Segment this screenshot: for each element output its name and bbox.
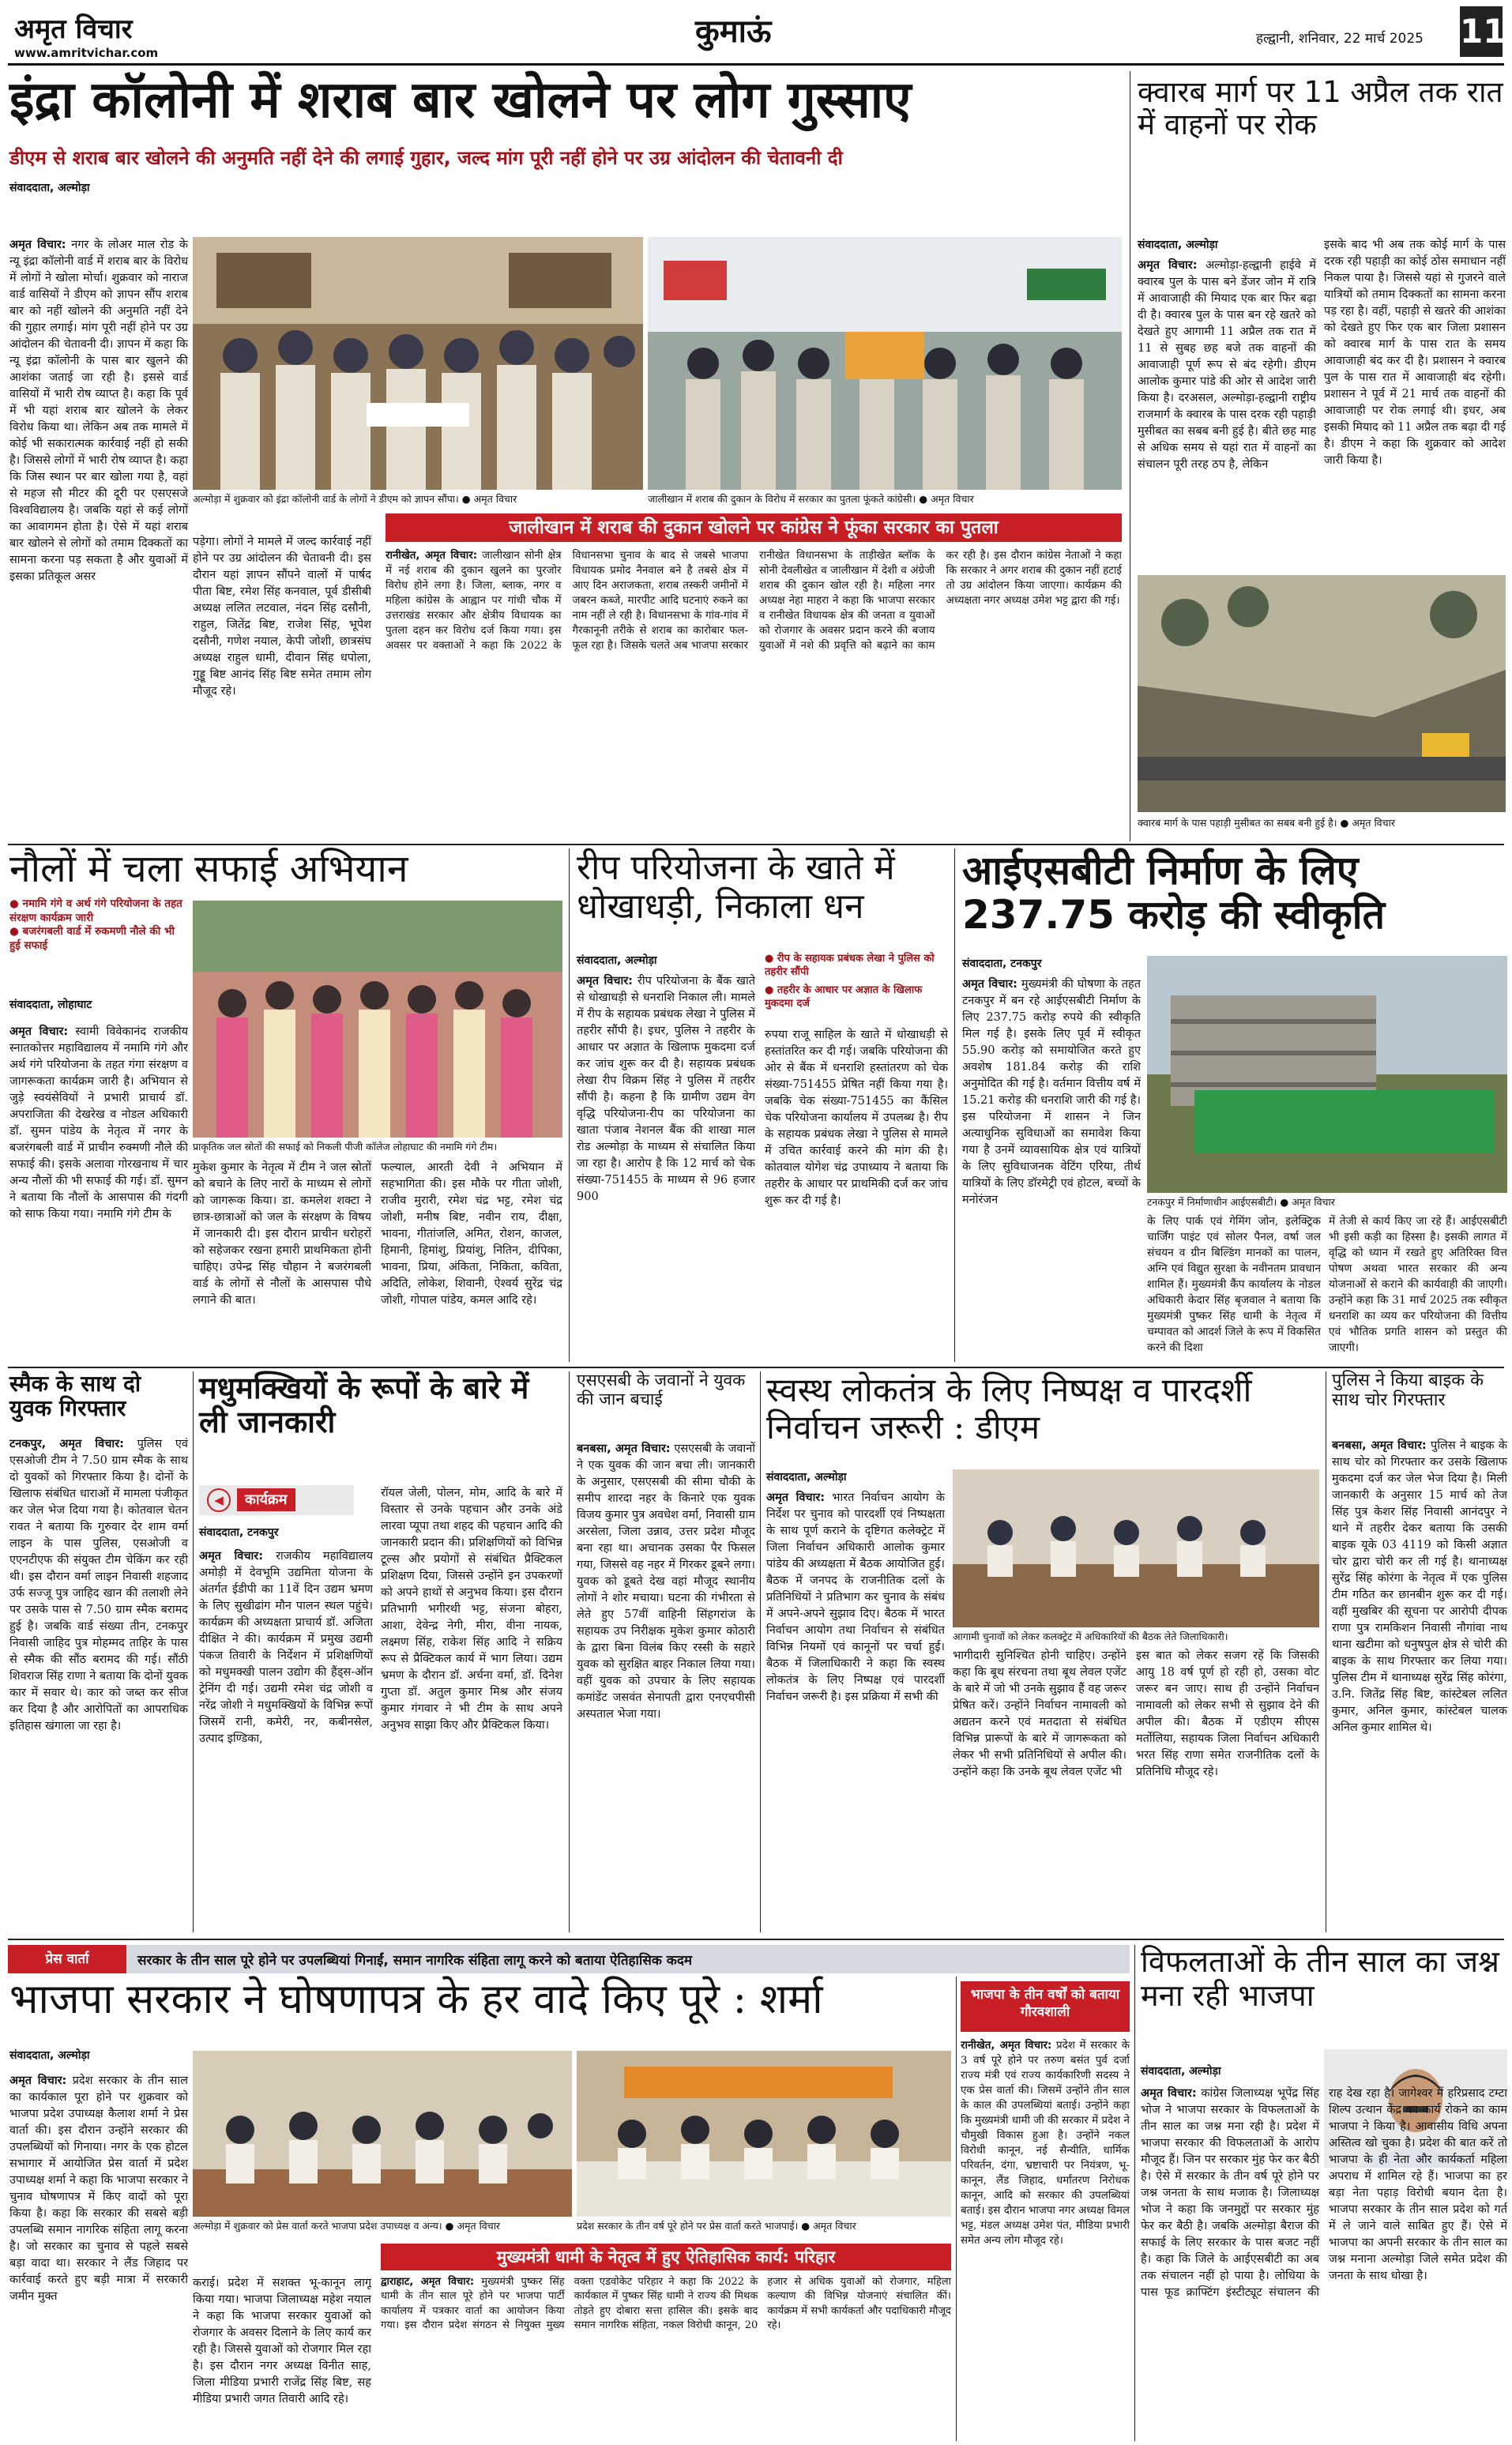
story11-body	[1332, 1438, 1507, 1934]
story4-caption: प्राकृतिक जल स्रोतों की सफाई को निकली पीजी कॉलेज लोहाघाट की नमामि गंगे टीम।	[193, 1141, 498, 1153]
story14-lead: द्वाराहाट, अमृत विचार:	[381, 2276, 475, 2288]
story12-kicker: सरकार के तीन साल पूरे होने पर उपलब्धियां गिनाईं, समान नागरिक संहिता लागू करने को बताया ऐतिहासिक कदम	[137, 1953, 693, 1969]
story4-photo	[193, 901, 562, 1138]
story2-text: जालीखान सोनी क्षेत्र में नई शराब की दुकान खुलने का पुरजोर विरोध होने लगा है। जिला, ब्लाक, नगर व महिला कांग्रेस के आह्वान पर गांधी चौक में उत्तराखंड सरकार और क्षेत्रीय विधायक का पुतला दहन कर विरोध दर्ज किया गया। इस अवसर पर वक्ताओं ने कहा कि 2022 के विधानसभा चुनाव के बाद से जबसे भाजपा विधायक प्रमोद नैनवाल बने है तबसे क्षेत्र में आए दिन अराजकता, शराब तस्करी जमीनों में जबरन कब्जे, मारपीट आदि घटनाएं रुकने का नाम नहीं ले रही है। विधानसभा के गांव-गांव में गैरकानूनी तरीके से शराब का कारोबार फल-फूल रहा है। जिसके चलते अब भाजपा सरकार रानीखेत विधानसभा के ताड़ीखेत ब्लॉक के सोनी देवलीखेत व जालीखान में देशी व अंग्रेजी शराब की दुकान खोल रही है। महिला नगर अध्यक्ष नेहा माहरा ने कहा कि भाजपा सरकार व रानीखेत विधायक क्षेत्र की जनता व युवाओं को रोजगार के अवसर प्रदान करने की बजाय युवाओं में नशे की प्रवृत्ति को बढ़ाने का काम कर रही है। इस दौरान कांग्रेस नेताओं ने कहा कि सरकार ने अगर शराब की दुकान नहीं हटाई तो उग्र आंदोलन किया जाएगा। कार्यक्रम की अध्यक्षता नगर अध्यक्ष उमेश भट्ट द्वारा की गई।	[386, 550, 1122, 653]
story3-headline: क्वारब मार्ग पर 11 अप्रैल तक रात में वाहनों पर रोक	[1138, 75, 1503, 142]
story8-body-col1	[199, 1548, 373, 1934]
page-number: 11	[1460, 6, 1503, 57]
story1-subhead: डीएम से शराब बार खोलने की अनुमति नहीं देने की लगाई गुहार, जल्द मांग पूरी नहीं होने पर उग्र आंदोलन की चेतावनी दी	[9, 147, 843, 169]
story7-headline: स्मैक के साथ दो युवक गिरफ्तार	[9, 1371, 141, 1422]
story4-headline: नौलों में चला सफाई अभियान	[9, 847, 408, 891]
story3-body-col2: इसके बाद भी अब तक कोई मार्ग के पास दरक रही पहाड़ी का कोई ठोस समाधान नहीं निकल पाया है। जिससे यहां से गुजरने वाले यात्रियों को तमाम दिक्कतों का सामना करना पड़ रहा है। वहीं, पहाड़ी से खतरे की आशंका को देखते हुए फिर एक बार जिला प्रशासन को क्वारब मार्ग के पास रात के समय आवाजाही बंद कर दी है। प्रशासन ने क्वारब पुल के पास रात में आवाजाही बंद रहेगी। प्रशासन ने पूर्व में 21 मार्च तक वाहनों की आवाजाही पर रोक लगाई थी। इधर, अब इसकी मियाद को 11 अप्रैल तक बढ़ा दी गई है। डीएम ने कहा कि शुक्रवार को आदेश जारी किया है।	[1324, 239, 1506, 468]
story3-body-col1	[1138, 258, 1316, 570]
story10-caption: आगामी चुनावों को लेकर कलक्ट्रेट में अधिकारियों की बैठक लेते जिलाधिकारी।	[953, 1631, 1228, 1642]
story6-photo	[1147, 956, 1507, 1193]
story8-body-col2: रॉयल जेली, पोलन, मोम, आदि के बारे में विस्तार से उनके पहचान और उनके अंडे लारवा प्यूपा तथा शहद की पहचान आदि की जानकारी प्रदान की। प्रशिक्षणियों को विभिन्न टूल्स और प्रयोगों से संबंधित प्रैक्टिकल प्रशिक्षण दिया, जिससे उन्होंने इन उपकरणों को अपने हाथों से अनुभव किया। इस दौरान प्रतिभागी भगीरथी भट्ट, संजना बोहरा, आशा, देवेन्द्र नेगी, मीरा, वीना नायक, लक्ष्मण सिंह, राकेश सिंह आदि ने सक्रिय रूप से प्रैक्टिकल कार्य में भाग लिया। उद्यम भ्रमण के दौरान डॉ. अर्चना वर्मा, डॉ. दिनेश गुप्ता डॉ. अतुल कुमार मिश्र और संजय कुमार गंगवार ने भी टीम के साथ अपने अनुभव साझा किए और प्रैक्टिकल किया।	[381, 1487, 562, 1732]
story6-caption: टनकपुर में निर्माणाधीन आईएसबीटी। ● अमृत विचार	[1147, 1196, 1335, 1208]
story10-headline: स्वस्थ लोकतंत्र के लिए निष्पक्ष व पारदर्शी निर्वाचन जरूरी : डीएम	[766, 1371, 1252, 1447]
story7-body	[9, 1436, 188, 1934]
story5-bullet-1: ● रीप के सहायक प्रबंधक लेखा ने पुलिस को तहरीर सौंपी	[765, 953, 935, 978]
column-divider	[193, 1371, 194, 1932]
story9-headline: एसएसबी के जवानों ने युवक की जान बचाई	[577, 1371, 746, 1409]
story10-body-col3: इस बात को लेकर सजग रहें कि जिसकी आयु 18 वर्ष पूर्ण हो रही हो, उसका वोट जरूर बन जाए। साथ ही उन्होंने निर्वाचन नामावली को लेकर सभी से सुझाव देने की अपील की। बैठक में एडीएम सीएस मर्तोलिया, सहायक जिला निर्वाचन अधिकारी भरत सिंह राणा समेत राजनीतिक दलों के प्रतिनिधि मौजूद रहे।	[1136, 1649, 1319, 1779]
story6-byline: संवाददाता, टनकपुर	[962, 957, 1042, 970]
story11-lead: बनबसा, अमृत विचार:	[1332, 1439, 1427, 1452]
story12-photo2	[577, 2051, 951, 2217]
story4-bullets	[9, 897, 188, 953]
story3-lead: अमृत विचार:	[1138, 259, 1198, 272]
story5-body-col2: रुपया राजू साहिल के खाते में धोखाधड़ी से हस्तांतरित कर दी गई। जबकि परियोजना की ओर से बैंक में धनराशि हस्तांतरण को चेक संख्या-751455 प्रेषित नहीं किया गया है। जबकि चेक संख्या-751455 का कैंसिल चेक परियोजना कार्यालय में उपलब्ध है। रीप के सहायक प्रबंधक लेखा ने पुलिस से मामले में उचित कार्रवाई करने की मांग की है। कोतवाल योगेश चंद्र उपाध्याय ने बताया कि तहरीर के आधार पर प्राथमिकी दर्ज कर जांच शुरू कर दी गई है।	[765, 1029, 948, 1208]
story4-body-col2: मुकेश कुमार के नेतृत्व में टीम ने जल स्रोतों को बचाने के लिए नारों के माध्यम से लोगों को जागरूक किया। डा. कमलेश शक्टा ने छात्र-छात्राओं को जल के संरक्षण के विषय में जानकारी दी। इस दौरान प्राचीन धरोहरों को सहेजकर रखना हमारी प्राथमिकता होनी चाहिए। उपेन्द्र सिंह चौहान ने बजरंगबली वार्ड के लोगों से नौलों के आसपास पौधे लगाने की बात।	[193, 1161, 371, 1307]
column-divider	[954, 848, 955, 1362]
column-divider	[760, 1371, 761, 1932]
section-divider	[8, 1367, 1504, 1368]
story7-text: पुलिस एवं एसओजी टीम ने 7.50 ग्राम स्मैक के साथ दो युवकों को गिरफ्तार किया है। दोनों के खिलाफ संबंधित धाराओं में मामला पंजीकृत कर जेल भेज दिया गया है। कोतवाल चेतन रावत ने बताया कि गुरुवार देर शाम वर्मा लाइन के पास पुलिस, एसओजी व एएनटीएफ की संयुक्त टीम चेकिंग कर रही थी। इस दौरान वर्मा लाइन निवासी शहजाद उर्फ सज्जू पुत्र जाहिद खान की तलाशी लेने पर उसके पास से 7.50 ग्राम स्मैक बरामद हुई है। जबकि वार्ड संख्या तीन, टनकपुर निवासी जाहिद पुत्र मोहम्मद ताहिर के पास से स्मैक की सौंठ बरामद की गई। सौंठी शिवराज सिंह राणा ने बताया कि दोनों युवक कार में सवार थे। कार को जब्त कर सीज कर दिया है और आरोपितों का आपराधिक इतिहास खंगाला जा रहा है।	[9, 1438, 188, 1733]
story12-headline: भाजपा सरकार ने घोषणापत्र के हर वादे किए पूरे : शर्मा	[9, 1976, 823, 2023]
story8-headline: मधुमक्खियों के रूपों के बारे में ली जानकारी	[199, 1371, 529, 1439]
speaker-icon: ◀	[207, 1488, 231, 1512]
story10-byline: संवाददाता, अल्मोड़ा	[766, 1471, 847, 1484]
story4-text1: स्वामी विवेकानंद राजकीय स्नातकोत्तर महाविद्यालय में नमामि गंगे और अर्थ गंगे परियोजना के तहत गंगा संरक्षण व जागरूकता कार्यक्रम जारी है। अभियान से जुड़े स्वयंसेवियों ने प्रभारी प्राचार्य डॉ. अपराजिता की देखरेख व नोडल अधिकारी डॉ. सुमन पांडेय के नेतृत्व में नगर के बजरंगबली वार्ड में प्राचीन रुक्मणी नौले की सफाई की। इसके अलावा गोरखनाथ में चार अन्य नौलों की भी सफाई की गई। डॉ. सुमन ने बताया कि नौलों के आसपास की गंदगी को साफ किया गया। नमामि गंगे टीम के	[9, 1025, 188, 1221]
story6-body-col1	[962, 976, 1141, 1362]
story8-byline: संवाददाता, टनकपुर	[199, 1526, 279, 1539]
story12-body-col2: कराई। प्रदेश में सशक्त भू-कानून लागू किया गया। भाजपा जिलाध्यक्ष महेश नयाल ने कहा कि भाजपा सरकार युवाओं को रोजगार के अवसर दिलाने के लिए कार्य कर रही है। जिससे युवाओं को रोजगार मिल रहा है। इस दौरान नगर अध्यक्ष विनीत साह, जिला मीडिया प्रभारी राजेंद्र सिंह बिष्ट, सह मीडिया प्रभारी जगत तिवारी आदि रहे।	[193, 2277, 371, 2406]
story10-photo	[953, 1469, 1319, 1627]
story5-lead: अमृत विचार:	[577, 975, 633, 987]
column-divider	[569, 848, 570, 1362]
section-divider	[8, 844, 1504, 845]
story4-body-col3: फल्याल, आरती देवी ने अभियान में सहभागिता की। इस मौके पर गीता जोशी, राजीव मुरारी, रमेश चंद्र भट्ट, रमेश चंद्र जोशी, मनीष बिष्ट, नवीन राय, दीक्षा, भावना, गीतांजलि, अमित, रोशन, काजल, हिमानी, हिमांशु, प्रियांशु, नितिन, दीपिका, भावना, प्रिया, अंकिता, निकिता, कविता, अदिति, लोकेश, शिवानी, ऐश्वर्य सुरेंद्र चंद्र जोशी, गोपाल पांडेय, कमल आदि रहे।	[381, 1161, 562, 1307]
story4-bullet-1: ● नमामि गंगे व अर्थ गंगे परियोजना के तहत संरक्षण कार्यक्रम जारी	[9, 897, 182, 924]
story9-text: एसएसबी के जवानों ने एक युवक की जान बचा ली। जानकारी के अनुसार, एसएसबी की सीमा चौकी के समीप शारदा नहर के किनारे एक युवक विजय कुमार पुत्र अवधेश वर्मा, निवासी ग्राम अरसेला, जिला उन्नाव, उत्तर प्रदेश मौजूद बना रहा था। अचानक उसका पैर फिसल गया, जिससे वह नहर में गिरकर डूबने लगा। युवक को डूबते देख वहां मौजूद स्थानीय लोगों ने शोर मचाया। घटना की गंभीरता से लेते हुए 57वीं वाहिनी सिंहगरांज के सहायक उप निरीक्षक मुकेश कुमार कोठारी के द्वारा बिना विलंब किए रस्सी के सहारे युवक को सुरक्षित बाहर निकाल लिया गया। वहीं युवक को उपचार के लिए सहायक कमांडेंट जसवंत सेनापती द्वारा एनएचपीसी अस्पताल भेजा गया।	[577, 1443, 755, 1721]
story13-headline: भाजपा के तीन वर्षों को बताया गौरवशाली	[961, 1981, 1130, 2032]
story8-lead: अमृत विचार:	[199, 1550, 264, 1563]
story8-text1: राजकीय महाविद्यालय अमोड़ी में देवभूमि उद्यमिता योजना के अंतर्गत ईडीपी का 11वें दिन उद्यम भ्रमण के लिए सुखीढांग मौन पालन स्थल पहुंचे। कार्यक्रम की अध्यक्षता प्राचार्य डॉ. अजिता दीक्षित ने की। कार्यक्रम में प्रमुख उद्यमी पंकज तिवारी के निर्देशन में प्रशिक्षणियों को मधुमक्खी पालन उद्योग की हैंड्स-ऑन ट्रेनिंग दी गई। उद्यमी रमेश चंद्र जोशी व नरेंद्र जोशी ने मधुमक्खियों के विभिन्न रूपों जिसमें रानी, कमेरी, नर, कबीनसेल, उत्पाद इण्डिका,	[199, 1550, 373, 1746]
story15-byline: संवाददाता, अल्मोड़ा	[1141, 2065, 1221, 2078]
story1-text1: नगर के लोअर माल रोड के न्यू इंद्रा कॉलोनी वार्ड में शराब बार के विरोध में लोगों ने खोला मोर्चा। शुक्रवार को नाराज वार्ड वासियों ने डीएम को ज्ञापन सौंप शराब बार को नहीं खोलने की अनुमति नहीं देने की गुहार लगाई। मांग पूरी नहीं होने पर उग्र आंदोलन की चेतावनी दी। ज्ञापन में कहा कि न्यू इंद्रा कॉलोनी के पास बार खुलने की आशंका जताई जा रही है। इससे वार्ड वासियों में भारी रोष व्याप्त है। कहा कि पूर्व में भी यहां शराब बार खोलने के लेकर विरोध किया था। लेकिन अब तक मामले में कोई भी सकारात्मक कार्रवाई नहीं हो सकी है। जिससे लोगों में भारी रोष व्याप्त है। कहा कि जिस स्थान पर बार खोला गया है, वहां से महज सौ मीटर की दूरी पर एसएसजे विश्वविद्यालय है। जबकि यहां से कई लोगों का आवागमन होता है। ऐसे में यहां शराब बार खोलने से लोगों को तमाम दिक्कतों का सामना करना पड़ सकता है और युवाओं में इसका प्रतिकूल असर	[9, 239, 188, 584]
story5-byline: संवाददाता, अल्मोड़ा	[577, 954, 657, 967]
story12-caption1: अल्मोड़ा में शुक्रवार को प्रेस वार्ता करते भाजपा प्रदेश उपाध्यक्ष व अन्य। ● अमृत विचार	[193, 2220, 501, 2232]
story10-text1: भारत निर्वाचन आयोग के निर्देश पर चुनाव को पारदर्शी एवं निष्पक्षता के साथ पूर्ण कराने के दृष्टिगत कलेक्ट्रेट में जिला निर्वाचन अधिकारी आलोक कुमार पांडेय की अध्यक्षता में बैठक आयोजित हुई। बैठक में जनपद के राजनीतिक दलों के प्रतिनिधियों ने प्रतिभाग कर चुनाव के संबंध में अपने-अपने सुझाव दिए। बैठक में भारत निर्वाचन आयोग तथा निर्वाचन से संबंधित विभिन्न नियमों एवं कानूनों पर चर्चा हुई। बैठक में जिलाधिकारी ने कहा कि स्वस्थ लोकतंत्र के लिए निष्पक्ष एवं पारदर्शी निर्वाचन जरूरी है। इस प्रक्रिया में सभी की	[766, 1491, 945, 1704]
story13-lead: रानीखेत, अमृत विचार:	[961, 2040, 1052, 2052]
story6-lead: अमृत विचार:	[962, 978, 1017, 991]
story3-byline: संवाददाता, अल्मोड़ा	[1138, 239, 1218, 251]
story12-body-col1	[9, 2073, 188, 2441]
story12-kicker-band	[8, 1945, 1130, 1973]
story13-body	[961, 2038, 1130, 2441]
story2-lead: रानीखेत, अमृत विचार:	[386, 550, 478, 562]
story10-body-col2: भागीदारी सुनिश्चित होनी चाहिए। उन्होंने कहा कि बूथ संरचना तथा बूथ लेवल एजेंट के बारे में जो भी उनके सुझाव हैं वह जरूर प्रेषित करें। उन्होंने निर्वाचन नामावली को अद्यतन करने एवं मतदाता से संबंधित विभिन्न प्रारूपों के बारे में जागरूकता को लेकर भी सभी प्रतिनिधियों से अपील की। उन्होंने कहा कि उनके बूथ लेवल एजेंट भी	[953, 1649, 1126, 1779]
story13-text: प्रदेश में सरकार के 3 वर्ष पूरे होने पर तरुण बसंत पुर्व दर्जा राज्य मंत्री एवं राज्य कार्यकारिणी सदस्य ने एक प्रेस वार्ता की। जिसमें उन्होंने तीन साल के काल की उपलब्धियां बताई। उन्होंने कहा कि मुख्यमंत्री धामी जी की सरकार में प्रदेश ने चौमुखी विकास हुआ है। उन्होंने नकल विरोधी कानून, नई सैन्यीति, धार्मिक परिवर्तन, दंगा, भ्रष्टाचारी पर नियंत्रण, भू-कानून, लैंड जिहाद, धर्मांतरण निरोधक कानून, आदि को सरकार की उपलब्धियां बताई। इस दौरान भाजपा नगर अध्यक्ष विमल भट्ट, मंडल अध्यक्ष उमेश पंत, मीडिया प्रभारी समेत अन्य लोग मौजूद रहे।	[961, 2040, 1130, 2248]
story4-body-col1	[9, 1024, 188, 1362]
story5-bullet-2: ● तहरीर के आधार पर अज्ञात के खिलाफ मुकदमा दर्ज	[765, 984, 923, 1010]
story4-byline: संवाददाता, लोहाघाट	[9, 999, 92, 1011]
story12-tag: प्रेस वार्ता	[8, 1945, 126, 1973]
story11-text: पुलिस ने बाइक के साथ चोर को गिरफ्तार कर उसके खिलाफ मुकदमा दर्ज कर जेल भेज दिया है। मिली जानकारी के अनुसार 15 मार्च को तेज सिंह पुत्र केशर सिंह निवासी आनंदपुर ने थाने में तहरीर देकर बताया कि उसकी बाइक यूके 03 4119 को किसी अज्ञात चोर द्वारा चोरी कर ली गई है। थानाध्यक्ष सुरेंद्र सिंह कोरंगा के नेतृत्व में एक पुलिस टीम गठित कर छानबीन शुरू कर दी गई। वहीं मुखबिर की सूचना पर आरोपी दीपक राणा पुत्र रामकिशन निवासी नौगांवा नाथ थाना खटीमा को धनुषपुल क्षेत्र से चोरी की बाइक के साथ गिरफ्तार कर लिया गया। पुलिस टीम में थानाध्यक्ष सुरेंद्र सिंह कोरंगा, उ.नि. जितेंद्र सिंह बिष्ट, कांस्टेबल ललित कुमार, अनिल कुमार, कांस्टेबल चालक अनिल कुमार शामिल थे।	[1332, 1439, 1507, 1735]
story8-tag-label: कार्यक्रम	[237, 1488, 295, 1511]
story1-byline: संवाददाता, अल्मोड़ा	[9, 182, 90, 194]
website-url[interactable]: www.amritvichar.com	[14, 46, 159, 60]
story1-photo2	[648, 237, 1122, 490]
story3-caption: क्वारब मार्ग के पास पहाड़ी मुसीबत का सबब बनी हुई है। ● अमृत विचार	[1138, 817, 1395, 829]
story1-lead: अमृत विचार:	[9, 239, 66, 251]
column-divider	[569, 1371, 570, 1932]
issue-date: हल्द्वानी, शनिवार, 22 मार्च 2025	[1256, 31, 1424, 47]
story5-bullets	[765, 953, 948, 1011]
column-divider	[956, 1977, 957, 2441]
newspaper-logo: अमृत विचार	[14, 13, 133, 45]
section-title: कुमाऊं	[695, 13, 772, 50]
story3-text1: अल्मोड़ा-हल्द्वानी हाईवे में क्वारब पुल के पास बने डेंजर जोन में रात्रि में आवाजाही की मियाद एक बार फिर बढ़ा दी है। क्वारब पुल के पास बन रहे खतरे को देखते हुए आगामी 11 अप्रैल तक रात में 11 से सुबह छह बजे तक वाहनों की आवाजाही पूर्ण रूप से बंद रहेगी। डीएम आलोक कुमार पांडे की ओर से आदेश जारी किया है। दरअसल, अल्मोड़ा-हल्द्वानी राष्ट्रीय राजमार्ग के क्वारब के पास दरक रही पहाड़ी मुसीबत का सबब बनी हुई है। बीते छह माह से अधिक समय से यहां रात में वाहनों का संचालन पूरी तरह ठप है, लेकिन	[1138, 259, 1316, 472]
story1-photo1	[193, 237, 643, 490]
story15-lead: अमृत विचार:	[1141, 2087, 1197, 2100]
story14-headline: मुख्यमंत्री धामी के नेतृत्व में हुए ऐतिहासिक कार्य: परिहार	[381, 2244, 951, 2270]
story15-body	[1141, 2086, 1507, 2441]
story2-body	[386, 548, 1122, 837]
story6-body-col2: के लिए पार्क एवं गेमिंग जोन, इलेक्ट्रिक चार्जिंग पाइंट एवं सोलर पैनल, वर्षा जल संचयन व ग्रीन बिल्डिंग मानकों का पालन, अग्नि एवं विद्युत सुरक्षा के नवीनतम प्रावधान शामिल हैं। मुख्यमंत्री कैंप कार्यालय के नोडल अधिकारी केदार सिंह बृजवाल ने बताया कि मुख्यमंत्री पुष्कर सिंह धामी के नेतृत्व में चम्पावत को आदर्श जिले के रूप में विकसित करने की दिशा	[1147, 1215, 1321, 1354]
story9-body	[577, 1441, 755, 1934]
story10-body-col1	[766, 1490, 945, 1934]
story11-headline: पुलिस ने किया बाइक के साथ चोर गिरफ्तार	[1332, 1371, 1484, 1410]
story6-headline: आईएसबीटी निर्माण के लिए 237.75 करोड़ की स्वीकृति	[962, 848, 1386, 938]
story15-text: कांग्रेस जिलाध्यक्ष भूपेंद्र सिंह भोज ने भाजपा सरकार के विफलताओं के तीन साल का जश्न मना रही है। प्रदेश में भाजपा सरकार की विफलताओं के आरोप मौजूद हैं। जिन पर सरकार मुंह फेर कर बैठी है। ऐसे में सरकार के तीन वर्ष पूरे होने पर जश्न जनता के साथ मजाक है। जिलाध्यक्ष भोज ने कहा कि जनमुद्दों पर सरकार मुंह फेर कर बैठी है। जबकि अल्मोड़ा बैराज की सफाई के लिए सरकार के पास बजट नहीं है। कहा कि जिले के आईएसबीटी का अब तक संचालन नहीं हो पाया है। लोधिया के पास फूड क्राफ्टिंग इंस्टीट्यूट संचालन की राह देख रहा है। जागेश्वर में हरिप्रसाद टम्टा शिल्प उत्थान केंद्र का कार्य रोकने का काम भाजपा ने किया है। आवासीय विधि अपना अस्तित्व खो चुका है। प्रदेश की बात करें तो भाजपा के ही नेता और कार्यकर्ता महिला अपराध में शामिल रहे हैं। भाजपा का हर बड़ा नेता पहाड़ विरोधी बयान देता है। भाजपा सरकार के तीन साल प्रदेश को गर्त में ले जाने वाले साबित हुए हैं। ऐसे में भाजपा का अपनी सरकार के तीन साल का जश्न मनाना अल्मोड़ा जिले समेत प्रदेश की जनता के साथ धोखा है।	[1141, 2087, 1507, 2300]
story1-caption1: अल्मोड़ा में शुक्रवार को इंद्रा कॉलोनी वार्ड के लोगों ने डीएम को ज्ञापन सौंपा। ● अमृत विचार	[193, 493, 517, 505]
story15-headline: विफलताओं के तीन साल का जश्न मना रही भाजपा	[1141, 1944, 1499, 2013]
story12-lead: अमृत विचार:	[9, 2074, 67, 2087]
story1-headline: इंद्रा कॉलोनी में शराब बार खोलने पर लोग गुस्साए	[9, 71, 912, 130]
story3-photo	[1138, 575, 1506, 812]
story14-text: मुख्यमंत्री पुष्कर सिंह धामी के तीन साल पूरे होने पर भाजपा पार्टी कार्यालय में पत्रकार वार्ता का आयोजन किया गया। इस दौरान प्रदेश संगठन से नियुक्त मुख्य वक्ता एडवोकेट परिहार ने कहा कि 2022 के कार्यकाल में पुष्कर सिंह धामी ने राज्य की मिथक तोड़ते हुए दोबारा सत्ता हासिल की। इसके बाद समान नागरिक संहिता, नकल विरोधी कानून, 20 हजार से अधिक युवाओं को रोजगार, महिला कल्याण की विभिन्न योजनाएं संचालित कीं। कार्यक्रम में सभी कार्यकर्ता और पदाधिकारी मौजूद रहे।	[381, 2276, 951, 2332]
story12-text1: प्रदेश सरकार के तीन साल का कार्यकाल पूरा होने पर शुक्रवार को भाजपा प्रदेश उपाध्यक्ष कैलाश शर्मा ने प्रेस वार्ता की। इस दौरान उन्होंने सरकार की उपलब्धियों को गिनाया। नगर के एक होटल सभागार में आयोजित प्रेस वार्ता में प्रदेश उपाध्यक्ष शर्मा ने कहा कि भाजपा सरकार ने चुनाव घोषणापत्र में किए वादों को पूरा किया है। कहा कि सरकार की सबसे बड़ी उपलब्धि समान नागरिक संहिता लागू करना है। जो सरकार का चुनाव से पहले सबसे बड़ा वादा था। सरकार ने लैंड जिहाद पर कार्रवाई करते हुए बड़ी मात्रा में सरकारी जमीन मुक्त	[9, 2074, 188, 2304]
story6-body-col3: में तेजी से कार्य किए जा रहे हैं। आईएसबीटी भी इसी कड़ी का हिस्सा है। इसकी लागत में वृद्धि को ध्यान में रखते हुए अतिरिक्त वित्त पोषण अथवा भारत सरकार की अन्य योजनाओं से कराने की कार्यवाही की जाएगी। उन्होंने कहा कि 31 मार्च 2025 तक स्वीकृत धनराशि का व्यय कर परियोजना की वित्तीय एवं भौतिक प्रगति शासन को प्रस्तुत की जाएगी।	[1329, 1215, 1507, 1354]
story5-text1: रीप परियोजना के बैंक खाते से धोखाधड़ी से धनराशि निकाल ली। मामले में रीप के सहायक प्रबंधक लेखा ने पुलिस में तहरीर सौंपी है। इधर, पुलिस ने तहरीर के आधार पर अज्ञात के खिलाफ मुकदमा दर्ज कर जांच शुरू कर दी है। सहायक प्रबंधक लेखा रीप विक्रम सिंह ने पुलिस में तहरीर सौंपी है। कहना है कि ग्रामीण उद्यम वेग वृद्धि परियोजना-रीप का परियोजना का खाता पंजाब नेशनल बैंक की शाखा माल रोड अल्मोड़ा के माध्यम से संचालित किया जा रहा है। आरोप है कि 12 मार्च को चेक संख्या-751455 के माध्यम से 96 हजार 900	[577, 975, 755, 1204]
story12-caption2: प्रदेश सरकार के तीन वर्ष पूरे होने पर प्रेस वार्ता करते भाजपाई। ● अमृत विचार	[577, 2220, 856, 2232]
story4-lead: अमृत विचार:	[9, 1025, 69, 1038]
story7-lead: टनकपुर, अमृत विचार:	[9, 1438, 124, 1450]
story1-body-col2: पड़ेगा। लोगों ने मामले में जल्द कार्रवाई नहीं होने पर उग्र आंदोलन की चेतावनी दी। इस दौरान यहां ज्ञापन सौंपने वालों में पार्षद पीता बिष्ट, रमेश सिंह कनवाल, पूर्व डीसीबी अध्यक्ष ललित लटवाल, नंदन सिंह दसौनी, राहुल, जितेंद्र बिष्ट, राजेश सिंह, भूपेश दसौनी, गणेश नयाल, केपी जोशी, छात्रसंघ अध्यक्ष राहुल धामी, दीवान सिंह धपोला, गुड्डू बिष्ट आनंद सिंह बिष्ट समेत तमाम लोग मौजूद रहे।	[193, 536, 371, 698]
story5-headline: रीप परियोजना के खाते में धोखाधड़ी, निकाला धन	[577, 848, 895, 927]
column-divider	[1134, 1945, 1135, 2441]
story10-lead: अमृत विचार:	[766, 1491, 826, 1504]
story5-body-col1	[577, 973, 755, 1362]
story9-lead: बनबसा, अमृत विचार:	[577, 1443, 671, 1455]
masthead-divider	[8, 63, 1504, 66]
story2-headline: जालीखान में शराब की दुकान खोलने पर कांग्रेस ने फूंका सरकार का पुतला	[386, 513, 1122, 542]
story1-caption2: जालीखान में शराब की दुकान के विरोध में सरकार का पुतला फूंकते कांग्रेसी। ● अमृत विचार	[648, 493, 974, 505]
story14-body	[381, 2275, 951, 2441]
story4-bullet-2: ● बजरंगबली वार्ड में रुकमणी नौले की भी हुई सफाई	[9, 925, 175, 952]
story6-text1: मुख्यमंत्री की घोषणा के तहत टनकपुर में बन रहे आईएसबीटी निर्माण के लिए 237.75 करोड़ रुपये की स्वीकृति मिल गई है। इसके लिए पूर्व में स्वीकृत 55.90 करोड़ को समायोजित करते हुए अवशेष 181.84 करोड़ की राशि अनुमोदित की गई है। वर्तमान वित्तीय वर्ष में 15.21 करोड़ की धनराशि जारी की गई है। इस परियोजना में शासन ने जिन अत्याधुनिक सुविधाओं का समावेश किया गया है उनमें व्यावसायिक क्षेत्र एवं यात्रियों के लिए सुविधाजनक वेटिंग एरिया, तीर्थ यात्रियों के लिए डॉरमेट्री एवं होटल, बच्चों के मनोरंजन	[962, 978, 1141, 1207]
story8-tag	[199, 1485, 354, 1515]
story12-byline: संवाददाता, अल्मोड़ा	[9, 2049, 90, 2062]
story12-photo1	[193, 2051, 572, 2217]
story1-body-col1	[9, 237, 188, 837]
section-divider	[8, 1939, 1504, 1940]
